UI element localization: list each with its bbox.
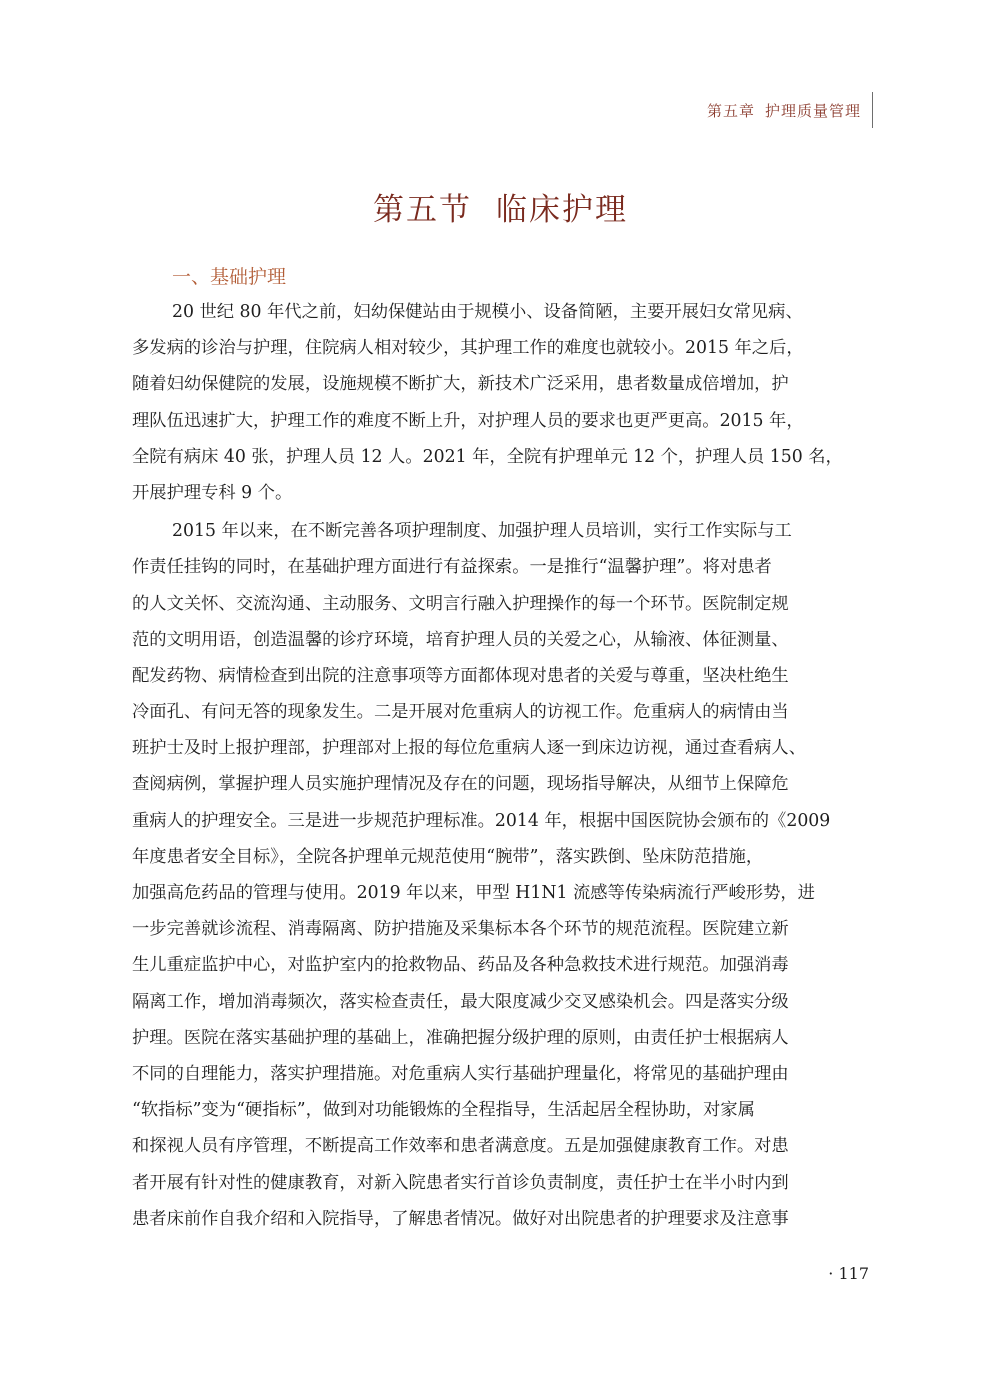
section-title	[0, 184, 1001, 229]
text-line: 患者床前作自我介绍和入院指导，了解患者情况。做好对出院患者的护理要求及注意事	[132, 1208, 789, 1229]
section-heading: 临床护理	[496, 192, 628, 228]
body-text	[132, 294, 868, 1237]
text-line: 护理。医院在落实基础护理的基础上，准确把握分级护理的原则，由责任护士根据病人	[132, 1027, 789, 1048]
section-number: 第五节	[373, 192, 472, 228]
running-header	[707, 100, 861, 121]
running-header-title: 护理质量管理	[764, 102, 861, 120]
text-line: 生儿重症监护中心，对监护室内的抢救物品、药品及各种急救技术进行规范。加强消毒	[132, 955, 789, 976]
text-line: 全院有病床 40 张，护理人员 12 人。2021 年，全院有护理单元 12 个，护理人员 150 名，	[132, 446, 843, 467]
text-line: 者开展有针对性的健康教育，对新入院患者实行首诊负责制度，责任护士在半小时内到	[132, 1172, 789, 1193]
page-number: · 117	[828, 1264, 869, 1283]
text-line: 重病人的护理安全。三是进一步规范护理标准。2014 年，根据中国医院协会颁布的《2009	[132, 810, 831, 831]
text-line: 和探视人员有序管理，不断提高工作效率和患者满意度。五是加强健康教育工作。对患	[132, 1136, 789, 1157]
text-line: 开展护理专科 9 个。	[132, 482, 293, 503]
text-line: 配发药物、病情检查到出院的注意事项等方面都体现对患者的关爱与尊重，坚决杜绝生	[132, 665, 789, 686]
text-line: 查阅病例，掌握护理人员实施护理情况及存在的问题，现场指导解决，从细节上保障危	[132, 774, 789, 795]
text-line: 理队伍迅速扩大，护理工作的难度不断上升，对护理人员的要求也更严更高。2015 年，	[132, 410, 804, 431]
text-line: 冷面孔、有问无答的现象发生。二是开展对危重病人的访视工作。危重病人的病情由当	[132, 702, 789, 723]
text-line: 20 世纪 80 年代之前，妇幼保健站由于规模小、设备简陋，主要开展妇女常见病、	[172, 302, 803, 322]
text-line: 年度患者安全目标》，全院各护理单元规范使用“腕带”，落实跌倒、坠床防范措施，	[132, 846, 764, 867]
text-line: 随着妇幼保健院的发展，设施规模不断扩大，新技术广泛采用，患者数量成倍增加，护	[132, 374, 789, 395]
text-line: 加强高危药品的管理与使用。2019 年以来，甲型 H1N1 流感等传染病流行严峻形势，进	[132, 883, 815, 903]
text-line: 隔离工作，增加消毒频次，落实检查责任，最大限度减少交叉感染机会。四是落实分级	[132, 991, 789, 1012]
text-line: 范的文明用语，创造温馨的诊疗环境，培育护理人员的关爱之心，从输液、体征测量、	[132, 629, 789, 650]
text-line: 不同的自理能力，落实护理措施。对危重病人实行基础护理量化，将常见的基础护理由	[132, 1063, 789, 1084]
running-header-chapter: 第五章	[706, 102, 755, 120]
text-line: 的人文关怀、交流沟通、主动服务、文明言行融入护理操作的每一个环节。医院制定规	[132, 593, 789, 614]
text-line: “软指标”变为“硬指标”，做到对功能锻炼的全程指导，生活起居全程协助，对家属	[132, 1100, 755, 1121]
header-divider	[872, 92, 873, 128]
text-line: 多发病的诊治与护理，住院病人相对较少，其护理工作的难度也就较小。2015 年之后，	[132, 338, 804, 359]
subsection-title: 一、基础护理	[172, 266, 287, 288]
text-line: 班护士及时上报护理部，护理部对上报的每位危重病人逐一到床边访视，通过查看病人、	[132, 738, 806, 759]
text-line: 2015 年以来，在不断完善各项护理制度、加强护理人员培训，实行工作实际与工	[172, 521, 792, 542]
text-line: 一步完善就诊流程、消毒隔离、防护措施及采集标本各个环节的规范流程。医院建立新	[132, 919, 789, 940]
text-line: 作责任挂钩的同时，在基础护理方面进行有益探索。一是推行“温馨护理”。将对患者	[132, 557, 772, 578]
